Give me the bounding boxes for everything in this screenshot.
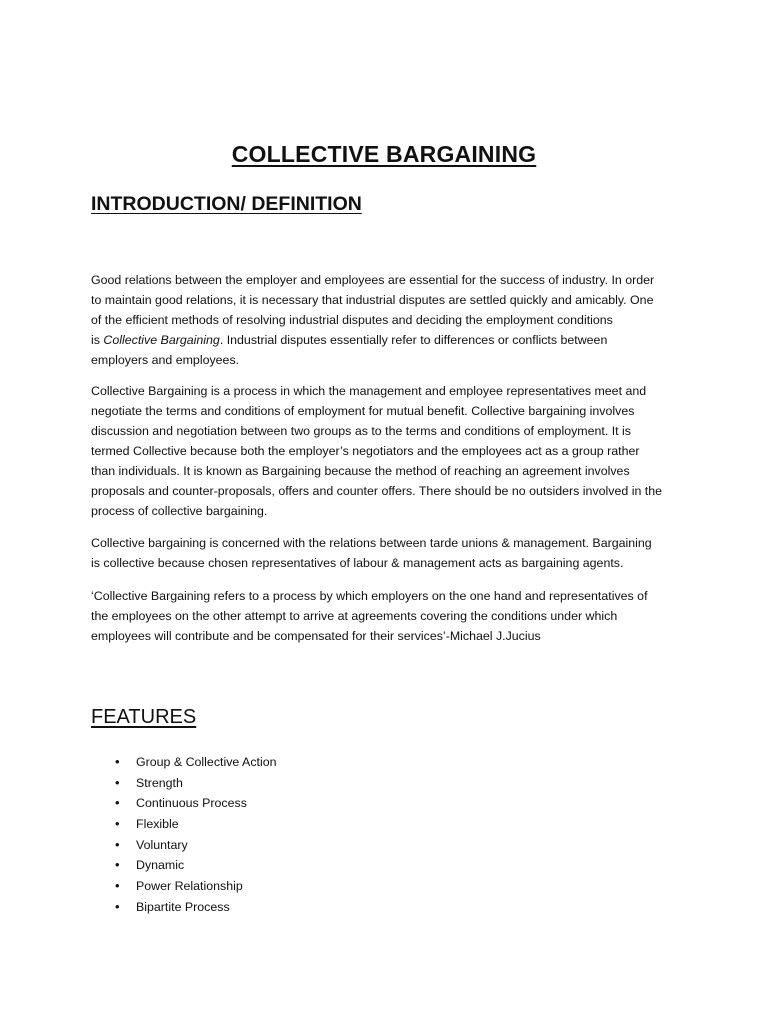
bullet-icon: •	[115, 878, 120, 894]
paragraph-process	[91, 381, 691, 521]
list-item	[91, 773, 277, 794]
bullet-icon: •	[115, 898, 120, 914]
paragraph-introduction	[91, 270, 691, 370]
bullet-icon: •	[115, 774, 120, 790]
paragraph-line: proposals and counter-proposals, offers and counter offers. There should be no outsiders involved in the	[91, 484, 663, 498]
paragraph-line: Good relations between the employer and employees are essential for the success of industry. In order	[91, 273, 655, 287]
line-prefix: is	[91, 333, 104, 347]
line-suffix: . Industrial disputes essentially refer to differences or conflicts between	[219, 333, 608, 347]
section-heading-features: FEATURES	[91, 706, 197, 728]
paragraph-line: discussion and negotiation between two groups as to the terms and conditions of employment. It is	[91, 424, 631, 438]
page-title: COLLECTIVE BARGAINING	[231, 141, 537, 167]
paragraph-line: is collective because chosen representatives of labour & management acts as bargaining agents.	[91, 556, 624, 570]
bullet-icon: •	[115, 754, 120, 769]
paragraph-line: termed Collective because both the employer’s negotiators and the employees act as a group rather	[91, 444, 640, 458]
paragraph-line: Collective Bargaining is a process in which the management and employee representatives meet and	[91, 384, 647, 398]
paragraph-line: employees will contribute and be compensated for their services’-Michael J.Jucius	[91, 629, 541, 643]
bullet-icon: •	[115, 795, 120, 811]
list-item	[91, 752, 277, 773]
paragraph-line: employers and employees.	[91, 353, 240, 367]
list-item	[91, 876, 277, 897]
paragraph-line	[91, 330, 691, 350]
list-item	[91, 835, 277, 856]
feature-label: Group & Collective Action	[136, 755, 277, 769]
feature-label: Power Relationship	[136, 879, 243, 894]
feature-label: Voluntary	[136, 837, 188, 852]
list-item	[91, 855, 277, 876]
paragraph-line: than individuals. It is known as Bargaining because the method of reaching an agreement involves	[91, 464, 630, 478]
paragraph-line: Collective bargaining is concerned with the relations between tarde unions & management. Bargaining	[91, 536, 652, 550]
paragraph-relations	[91, 533, 691, 573]
paragraph-line: to maintain good relations, it is necessary that industrial disputes are settled quickly and amicably. One	[91, 293, 654, 307]
paragraph-line: negotiate the terms and conditions of employment for mutual benefit. Collective bargaining involves	[91, 404, 635, 418]
section-heading-introduction: INTRODUCTION/ DEFINITION	[91, 193, 362, 215]
bullet-icon: •	[115, 836, 120, 852]
feature-label: Strength	[136, 775, 183, 790]
list-item	[91, 793, 277, 814]
list-item	[91, 814, 277, 835]
features-list	[91, 752, 277, 918]
paragraph-quote	[91, 586, 691, 646]
emphasized-term: Collective Bargaining	[103, 333, 220, 347]
bullet-icon: •	[115, 816, 120, 832]
feature-label: Flexible	[136, 817, 179, 832]
paragraph-line: the employees on the other attempt to arrive at agreements covering the conditions under which	[91, 609, 618, 623]
list-item	[91, 897, 277, 918]
feature-label: Bipartite Process	[136, 899, 230, 914]
paragraph-line: process of collective bargaining.	[91, 504, 268, 518]
paragraph-line: ‘Collective Bargaining refers to a process by which employers on the one hand and representatives of	[91, 589, 648, 603]
paragraph-line: of the efficient methods of resolving industrial disputes and deciding the employment conditions	[91, 313, 613, 327]
bullet-icon: •	[115, 857, 120, 873]
feature-label: Dynamic	[136, 858, 185, 873]
feature-label: Continuous Process	[136, 796, 247, 811]
